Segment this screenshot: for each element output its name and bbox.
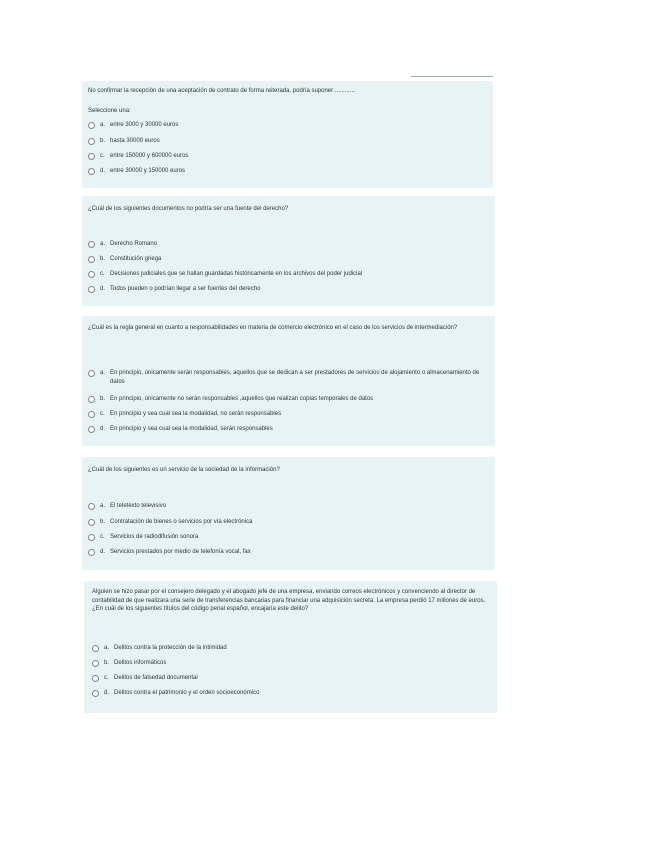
option-label: Decisiones judiciales que se hallan guardadas históricamente en los archivos del poder judicial	[110, 271, 363, 277]
question-card-3	[82, 316, 495, 446]
option-c[interactable]	[88, 270, 485, 279]
option-c[interactable]	[92, 674, 487, 683]
question-text: ¿Cuál de los siguientes es un servicio de la sociedad de la información?	[88, 467, 280, 473]
select-prompt: Seleccione una:	[88, 108, 131, 114]
radio-button[interactable]	[88, 256, 95, 263]
radio-button[interactable]	[88, 271, 95, 278]
radio-button[interactable]	[88, 168, 95, 175]
question-text: ¿Cuál es la regla general en cuanto a responsabilidades en materia de comercio electrónico en el caso de los servicios de intermediación?	[88, 325, 458, 331]
radio-button[interactable]	[88, 241, 95, 248]
option-label: hasta 30000 euros	[110, 138, 160, 144]
question-text: No confirmar la recepción de una aceptación de contrato de forma reiterada, podría suponer ............	[88, 88, 355, 94]
radio-button[interactable]	[88, 138, 95, 145]
option-label: Derecho Romano	[110, 241, 158, 247]
option-letter: c.	[100, 153, 105, 159]
option-c[interactable]	[88, 152, 483, 161]
option-a[interactable]	[88, 121, 483, 130]
option-label: Delitos de falsedad documental	[114, 675, 198, 681]
question-text: ¿Cuál de los siguientes documentos no podría ser una fuente del derecho?	[88, 206, 289, 212]
radio-button[interactable]	[92, 675, 99, 682]
radio-button[interactable]	[88, 396, 95, 403]
option-label: En principio y sea cual sea la modalidad, serán responsables	[110, 426, 273, 432]
radio-button[interactable]	[88, 411, 95, 418]
option-label: Constitución griega	[110, 256, 162, 262]
option-letter: c.	[100, 271, 105, 277]
option-letter: c.	[100, 534, 105, 540]
question-text: Alguien se hizo pasar por el consejero delegado y el abogado jefe de una empresa, enviando correos electrónicos y convenciendo al director de contabilidad de que realizara una serie de transferencias bancarias para financiar una adquisición secreta. La empresa perdió 17 millones de euros. ¿En cuál de los siguientes títulos del código penal español, encajaría este delito?	[92, 589, 486, 613]
option-b[interactable]	[92, 659, 487, 668]
option-label: En principio, únicamente serán responsables, aquellos que se dedican a ser prestadores de servicios de alojamiento o almacenamiento de datos	[110, 370, 480, 385]
option-letter: a.	[104, 645, 110, 651]
option-letter: d.	[100, 426, 106, 432]
question-card-2	[82, 196, 495, 306]
radio-button[interactable]	[88, 503, 95, 510]
radio-button[interactable]	[88, 122, 95, 129]
option-letter: d.	[100, 549, 106, 555]
option-label: Contratación de bienes o servicios por vía electrónica	[110, 519, 253, 525]
option-a[interactable]	[92, 644, 487, 653]
option-letter: a.	[100, 241, 106, 247]
radio-button[interactable]	[88, 286, 95, 293]
radio-button[interactable]	[92, 690, 99, 697]
option-label: Servicios prestados por medio de telefonía vocal, fax	[110, 549, 251, 555]
option-letter: b.	[100, 256, 106, 262]
option-c[interactable]	[88, 410, 485, 419]
radio-button[interactable]	[92, 660, 99, 667]
option-letter: b.	[100, 519, 106, 525]
option-letter: b.	[104, 660, 110, 666]
option-b[interactable]	[88, 255, 485, 264]
option-letter: a.	[100, 122, 106, 128]
option-label: Delitos informáticos	[114, 660, 167, 666]
option-letter: c.	[104, 675, 109, 681]
radio-button[interactable]	[92, 645, 99, 652]
option-letter: d.	[104, 690, 110, 696]
top-divider	[411, 76, 493, 77]
radio-button[interactable]	[88, 153, 95, 160]
option-label: entre 30000 y 150000 euros	[110, 168, 186, 174]
option-label: En principio, únicamente no serán responsables ,aquellos que realizan copias temporales de datos	[110, 396, 374, 402]
option-letter: a.	[100, 503, 106, 509]
question-card-5	[84, 581, 497, 713]
radio-button[interactable]	[88, 426, 95, 433]
option-label: En principio y sea cual sea la modalidad, no serán responsables	[110, 411, 282, 417]
option-d[interactable]	[88, 548, 485, 557]
option-b[interactable]	[88, 395, 485, 404]
option-label: entre 3000 y 30000 euros	[110, 122, 179, 128]
option-label: entre 150000 y 600000 euros	[110, 153, 189, 159]
option-c[interactable]	[88, 533, 485, 542]
radio-button[interactable]	[88, 519, 95, 526]
option-b[interactable]	[88, 518, 485, 527]
option-letter: d.	[100, 286, 106, 292]
option-letter: d.	[100, 168, 106, 174]
option-letter: a.	[100, 370, 106, 376]
option-label: Todos pueden o podrían llegar a ser fuentes del derecho	[110, 286, 261, 292]
option-d[interactable]	[88, 167, 483, 176]
option-label: Delitos contra el patrimonio y el orden socioeconómico	[114, 690, 260, 696]
option-a[interactable]	[88, 369, 485, 386]
option-a[interactable]	[88, 240, 485, 249]
option-label: Servicios de radiodifusión sonora	[110, 534, 199, 540]
option-a[interactable]	[88, 502, 485, 511]
option-d[interactable]	[88, 425, 485, 434]
question-card-4	[82, 457, 495, 570]
option-b[interactable]	[88, 137, 483, 146]
radio-button[interactable]	[88, 534, 95, 541]
radio-button[interactable]	[88, 370, 95, 377]
option-d[interactable]	[92, 689, 487, 698]
option-label: El teletexto televisivo	[110, 503, 167, 509]
radio-button[interactable]	[88, 549, 95, 556]
option-d[interactable]	[88, 285, 485, 294]
option-letter: b.	[100, 138, 106, 144]
question-card-1	[82, 81, 493, 188]
option-letter: b.	[100, 396, 106, 402]
option-label: Delitos contra la protección de la intimidad	[114, 645, 227, 651]
option-letter: c.	[100, 411, 105, 417]
